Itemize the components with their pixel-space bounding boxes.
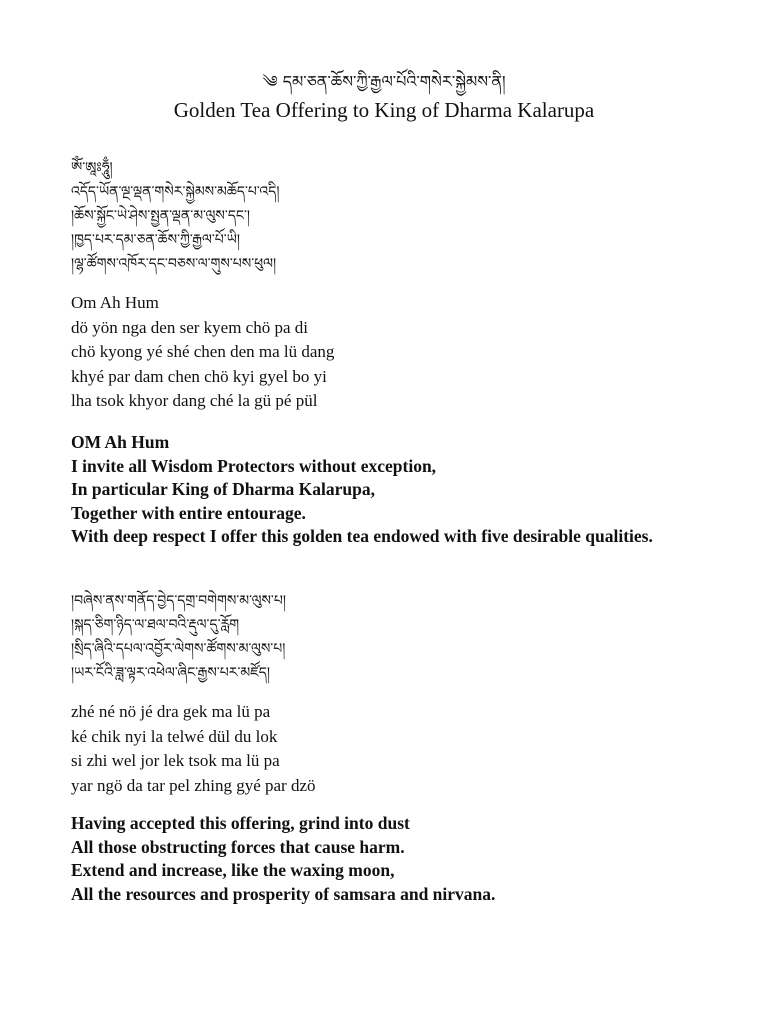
transliteration-line: ké chik nyi la telwé dül du lok bbox=[71, 726, 278, 746]
transliteration-line: Om Ah Hum bbox=[71, 293, 159, 312]
tibetan-line: །བཞེས་ནས་གནོད་བྱེད་དགྲ་བགེགས་མ་ལུས་པ། bbox=[71, 593, 286, 609]
transliteration-line: yar ngö da tar pel zhing gyé par dzö bbox=[71, 775, 316, 795]
english-verse-1 bbox=[71, 431, 711, 549]
transliteration-line: dö yön nga den ser kyem chö pa di bbox=[71, 317, 308, 337]
english-verse-2 bbox=[71, 812, 711, 906]
tibetan-title: ༄ དམ་ཅན་ཆོས་ཀྱི་རྒྱལ་པོའི་གསེར་སྐྱེམས་ནི། bbox=[262, 72, 506, 91]
tibetan-line: །ཁྱད་པར་དམ་ཅན་ཆོས་ཀྱི་རྒྱལ་པོ་ཡི། bbox=[71, 232, 240, 248]
transliteration-line: zhé né nö jé dra gek ma lü pa bbox=[71, 702, 271, 721]
tibetan-verse-2 bbox=[71, 589, 711, 685]
transliteration-verse-1 bbox=[71, 291, 711, 414]
tibetan-line: །སྐད་ཅིག་ཉིད་ལ་ཐལ་བའི་རྡུལ་དུ་རློག bbox=[71, 617, 240, 633]
english-line: I invite all Wisdom Protectors without exception, bbox=[71, 455, 437, 476]
transliteration-line: si zhi wel jor lek tsok ma lü pa bbox=[71, 751, 280, 770]
tibetan-line: །ཆོས་སྐྱོང་ཡེ་ཤེས་སྤྱན་ལྡན་མ་ལུས་དང་། bbox=[71, 208, 251, 224]
tibetan-line: །སྲིད་ཞིའི་དཔལ་འབྱོར་ལེགས་ཚོགས་མ་ལུས་པ། bbox=[71, 641, 286, 657]
page-title: Golden Tea Offering to King of Dharma Kalarupa bbox=[173, 98, 595, 122]
english-line: OM Ah Hum bbox=[71, 432, 170, 452]
english-line: All those obstructing forces that cause harm. bbox=[71, 836, 405, 857]
tibetan-line: འདོད་ཡོན་ལྔ་ལྡན་གསེར་སྐྱེམས་མཆོད་པ་འདི། bbox=[71, 184, 280, 200]
english-line: Having accepted this offering, grind into dust bbox=[71, 813, 410, 833]
tibetan-verse-1 bbox=[71, 156, 711, 276]
transliteration-line: chö kyong yé shé chen den ma lü dang bbox=[71, 342, 335, 361]
transliteration-verse-2 bbox=[71, 700, 711, 798]
english-line: Together with entire entourage. bbox=[71, 502, 306, 523]
tibetan-line: །ཡར་ངོའི་ཟླ་ལྟར་འཕེལ་ཞིང་རྒྱས་པར་མཛོད། bbox=[71, 665, 271, 681]
transliteration-line: khyé par dam chen chö kyi gyel bo yi bbox=[71, 366, 327, 386]
english-line: All the resources and prosperity of samsara and nirvana. bbox=[71, 883, 496, 904]
english-line: With deep respect I offer this golden tea endowed with five desirable qualities. bbox=[71, 526, 653, 546]
transliteration-line: lha tsok khyor dang ché la gü pé pül bbox=[71, 391, 318, 410]
tibetan-line: ཨོཾ་ཨཱཿཧཱུྃ། bbox=[71, 160, 113, 176]
tibetan-line: །ལྷ་ཚོགས་འཁོར་དང་བཅས་ལ་གུས་པས་ཕུལ། bbox=[71, 256, 277, 272]
english-line: In particular King of Dharma Kalarupa, bbox=[71, 479, 376, 499]
english-line: Extend and increase, like the waxing moon, bbox=[71, 860, 395, 880]
